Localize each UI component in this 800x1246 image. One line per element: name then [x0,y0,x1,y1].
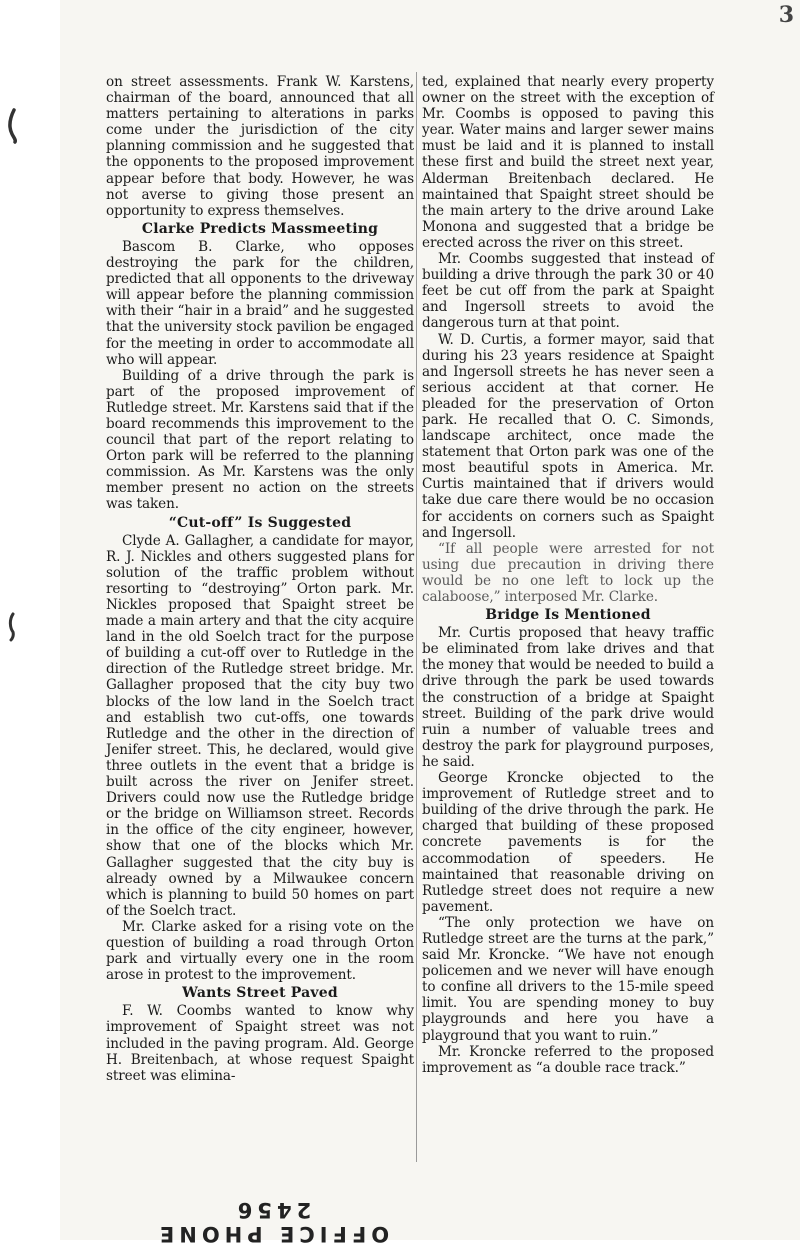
left-column [106,74,414,1084]
article-paragraph: on street assessments. Frank W. Karstens, chairman of the board, announced that all matters pertaining to alterations in parks come under the jurisdiction of the city planning commission and he suggested that the opponents to the proposed improvement appear before that body. However, he was not averse to giving those present an opportunity to express themselves. [106,74,414,219]
article-paragraph: George Kroncke objected to the improvement of Rutledge street and to building of the drive through the park. He charged that building of these proposed concrete pavements is for the accommodation of speeders. He maintained that reasonable driving on Rutledge street does not require a new pavement. [422,770,714,915]
article-paragraph: Building of a drive through the park is part of the proposed improvement of Rutledge street. Mr. Karstens said that if the board recommends this improvement to the council that part of the report relating to Orton park will be referred to the planning commission. As Mr. Karstens was the only member present no action on the streets was taken. [106,367,414,513]
article-paragraph: ted, explained that nearly every property owner on the street with the exception of Mr. Coombs is opposed to paving this year. Water mains and larger sewer mains must be laid and it is planned to install these first and build the street next year, Alderman Breitenbach declared. He maintained that Spaight street should be the main artery to the drive around Lake Monona and suggested that a bridge be erected across the river on this street. [422,74,714,251]
article-paragraph: Mr. Curtis proposed that heavy traffic be eliminated from lake drives and that the money that would be needed to build a drive through the park be used towards the construction of a bridge at Spaight street. Building of the park drive would ruin a number of valuable trees and destroy the park for playground purposes, he said. [422,625,714,770]
subheading-clarke-predicts: Clarke Predicts Massmeeting [141,220,379,237]
article-paragraph: Mr. Kroncke referred to the proposed improvement as “a double race track.” [422,1043,714,1076]
article-paragraph: Mr. Coombs suggested that instead of building a drive through the park 30 or 40 feet be cut off from the park at Spaight and Ingersoll streets to avoid the dangerous turn at that point. [422,251,714,332]
article-paragraph: Mr. Clarke asked for a rising vote on the question of building a road through Orton park and virtually every one in the room arose in protest to the improvement. [106,918,414,984]
subheading-bridge-mentioned: Bridge Is Mentioned [485,607,651,624]
article-paragraph: “The only protection we have on Rutledge street are the turns at the park,” said Mr. Kroncke. “We have not enough policemen and we never will have enough to confine all drivers to the 15-mile speed limit. You are spending money to buy playgrounds and here you have a playground that you want to ruin.” [422,914,714,1044]
margin-ink-mark-top [4,108,24,144]
article-paragraph: W. D. Curtis, a former mayor, said that during his 23 years residence at Spaight and Ingersoll streets he has never seen a serious accident at that corner. He pleaded for the preservation of Orton park. He recalled that O. C. Simonds, landscape architect, once made the statement that Orton park was one of the most beautiful spots in America. Mr. Curtis maintained that if drivers would take due care there would be no occasion for accidents on corners such as Spaight and Ingersoll. [422,331,714,541]
right-column [422,74,714,1076]
subheading-cut-off: “Cut-off” Is Suggested [168,514,352,531]
office-phone-stamp: OFFICE PHONE 2456 [154,1198,390,1246]
subheading-wants-street-paved: Wants Street Paved [182,985,338,1002]
corner-page-mark: 3 [778,2,794,28]
article-paragraph: F. W. Coombs wanted to know why improvement of Spaight street was not included in the paving program. Ald. George H. Breitenbach, at whose request Spaight street was elimina- [106,1003,414,1084]
article-paragraph: “If all people were arrested for not using due precaution in driving there would be no one left to lock up the calaboose,” interposed Mr. Clarke. [422,540,714,605]
article-paragraph: Bascom B. Clarke, who opposes destroying the park for the children, predicted that all opponents to the driveway will appear before the planning commission with their “hair in a braid” and he suggested that the university stock pavilion be engaged for the meeting in order to accommodate all who will appear. [106,238,414,368]
margin-ink-mark-bottom [4,612,20,642]
article-paragraph: Clyde A. Gallagher, a candidate for mayor, R. J. Nickles and others suggested plans for solution of the traffic problem without resorting to “destroying” Orton park. Mr. Nickles proposed that Spaight street be made a main artery and that the city acquire land in the old Soelch tract for the purpose of building a cut-off over to Rutledge in the direction of the Rutledge street bridge. Mr. Gallagher proposed that the city buy two blocks of the low land in the Soelch tract and establish two cut-offs, one towards Rutledge and the other in the direction of Jenifer street. This, he declared, would give three outlets in the event that a bridge is built across the river on Jenifer street. Drivers could now use the Rutledge bridge or the bridge on Williamson street. Records in the office of the city engineer, however, show that one of the blocks which Mr. Gallagher suggested that the city buy is already owned by a Milwaukee concern which is planning to build 50 homes on part of the Soelch tract. [106,532,414,919]
column-divider [416,72,417,1162]
